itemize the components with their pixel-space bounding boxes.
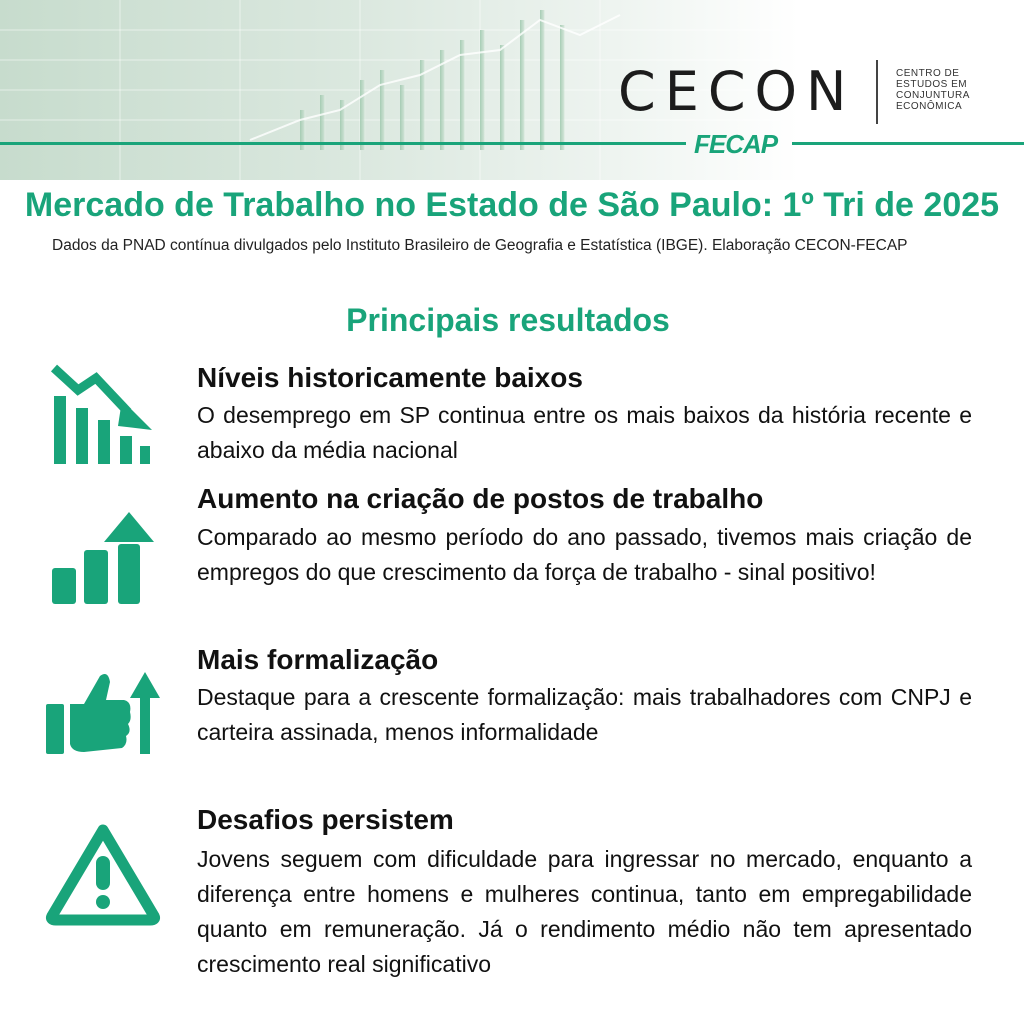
cecon-logo-word: CECON — [618, 60, 856, 123]
logo-divider — [876, 60, 878, 124]
logo-line: CENTRO DE — [896, 68, 960, 79]
fecap-logo: FECAP — [694, 129, 778, 159]
thumbs-up-icon — [44, 670, 162, 758]
banner-divider-right — [792, 142, 1024, 145]
logo-line: CONJUNTURA — [896, 90, 970, 101]
item-title: Aumento na criação de postos de trabalho — [197, 483, 764, 514]
item-text: O desemprego em SP continua entre os mais baixos da história recente e abaixo da média nacional — [197, 402, 972, 463]
chart-up-icon — [50, 510, 156, 606]
banner-chart-graphic — [0, 0, 1024, 180]
item-text: Jovens seguem com dificuldade para ingressar no mercado, enquanto a diferença entre homens e mulheres continua, tanto em empregabilidade quanto em remuneração. Já o rendimento médio não tem apresentado crescimento real significativo — [197, 846, 972, 977]
page-title: Mercado de Trabalho no Estado de São Paulo: 1º Tri de 2025 — [24, 186, 1000, 224]
item-text: Comparado ao mesmo período do ano passado, tivemos mais criação de empregos do que crescimento da força de trabalho - sinal positivo! — [197, 524, 972, 585]
item-title: Mais formalização — [197, 644, 439, 675]
logo-line: ESTUDOS EM — [896, 79, 968, 90]
cecon-logo-subtitle — [896, 68, 970, 112]
section-heading: Principais resultados — [346, 302, 670, 338]
logo-line: ECONÔMICA — [896, 101, 963, 112]
page-subtitle: Dados da PNAD contínua divulgados pelo Instituto Brasileiro de Geografia e Estatística (IBGE). Elaboração CECON-FECAP — [52, 237, 908, 254]
item-title: Desafios persistem — [197, 804, 454, 835]
header-banner — [0, 0, 1024, 180]
chart-down-icon — [48, 360, 156, 466]
warning-icon — [44, 822, 162, 926]
item-text: Destaque para a crescente formalização: mais trabalhadores com CNPJ e carteira assinada, menos informalidade — [197, 684, 972, 745]
item-title: Níveis historicamente baixos — [197, 362, 583, 393]
banner-divider-left — [0, 142, 686, 145]
